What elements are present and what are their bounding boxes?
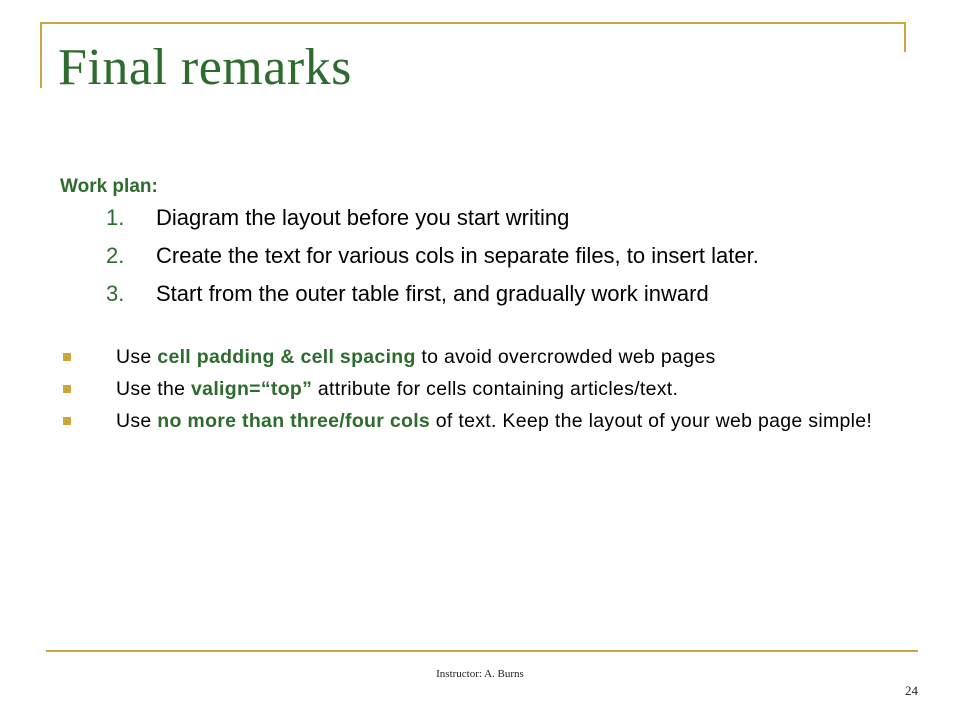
tips-list	[60, 345, 920, 441]
work-plan-steps	[106, 204, 759, 318]
tip-text-post: of text. Keep the layout of your web page simple!	[430, 410, 873, 432]
page-number: 24	[905, 683, 918, 698]
footer-instructor: Instructor: A. Burns	[436, 668, 524, 680]
work-plan-step	[106, 242, 759, 280]
step-text: Start from the outer table first, and gradually work inward	[156, 281, 709, 306]
work-plan-step	[106, 204, 759, 242]
frame-right-line	[904, 22, 906, 52]
tip-item	[60, 409, 920, 433]
tip-highlight: cell padding & cell spacing	[157, 346, 416, 368]
step-number: 1.	[106, 205, 125, 230]
square-bullet-icon	[63, 385, 71, 393]
frame-left-line	[40, 22, 42, 88]
step-text: Diagram the layout before you start writing	[156, 205, 570, 230]
square-bullet-icon	[63, 417, 71, 425]
work-plan-step	[106, 280, 759, 318]
tip-highlight: no more than three/four cols	[157, 410, 431, 432]
slide-title: Final remarks	[58, 39, 352, 96]
frame-bottom-line	[46, 650, 918, 652]
square-bullet-icon	[63, 353, 71, 361]
tip-text-post: to avoid overcrowded web pages	[415, 346, 716, 368]
work-plan-heading: Work plan:	[60, 176, 158, 197]
step-text: Create the text for various cols in separate files, to insert later.	[156, 243, 759, 268]
tip-item	[60, 377, 920, 401]
tip-highlight: valign=“top”	[191, 378, 313, 400]
step-number: 2.	[106, 243, 125, 268]
tip-text-post: attribute for cells containing articles/text.	[312, 378, 679, 400]
step-number: 3.	[106, 281, 125, 306]
tip-item	[60, 345, 920, 369]
tip-text-pre: Use the	[116, 378, 192, 400]
frame-top-line	[40, 22, 906, 24]
tip-text-pre: Use	[116, 410, 158, 432]
tip-text-pre: Use	[116, 346, 158, 368]
